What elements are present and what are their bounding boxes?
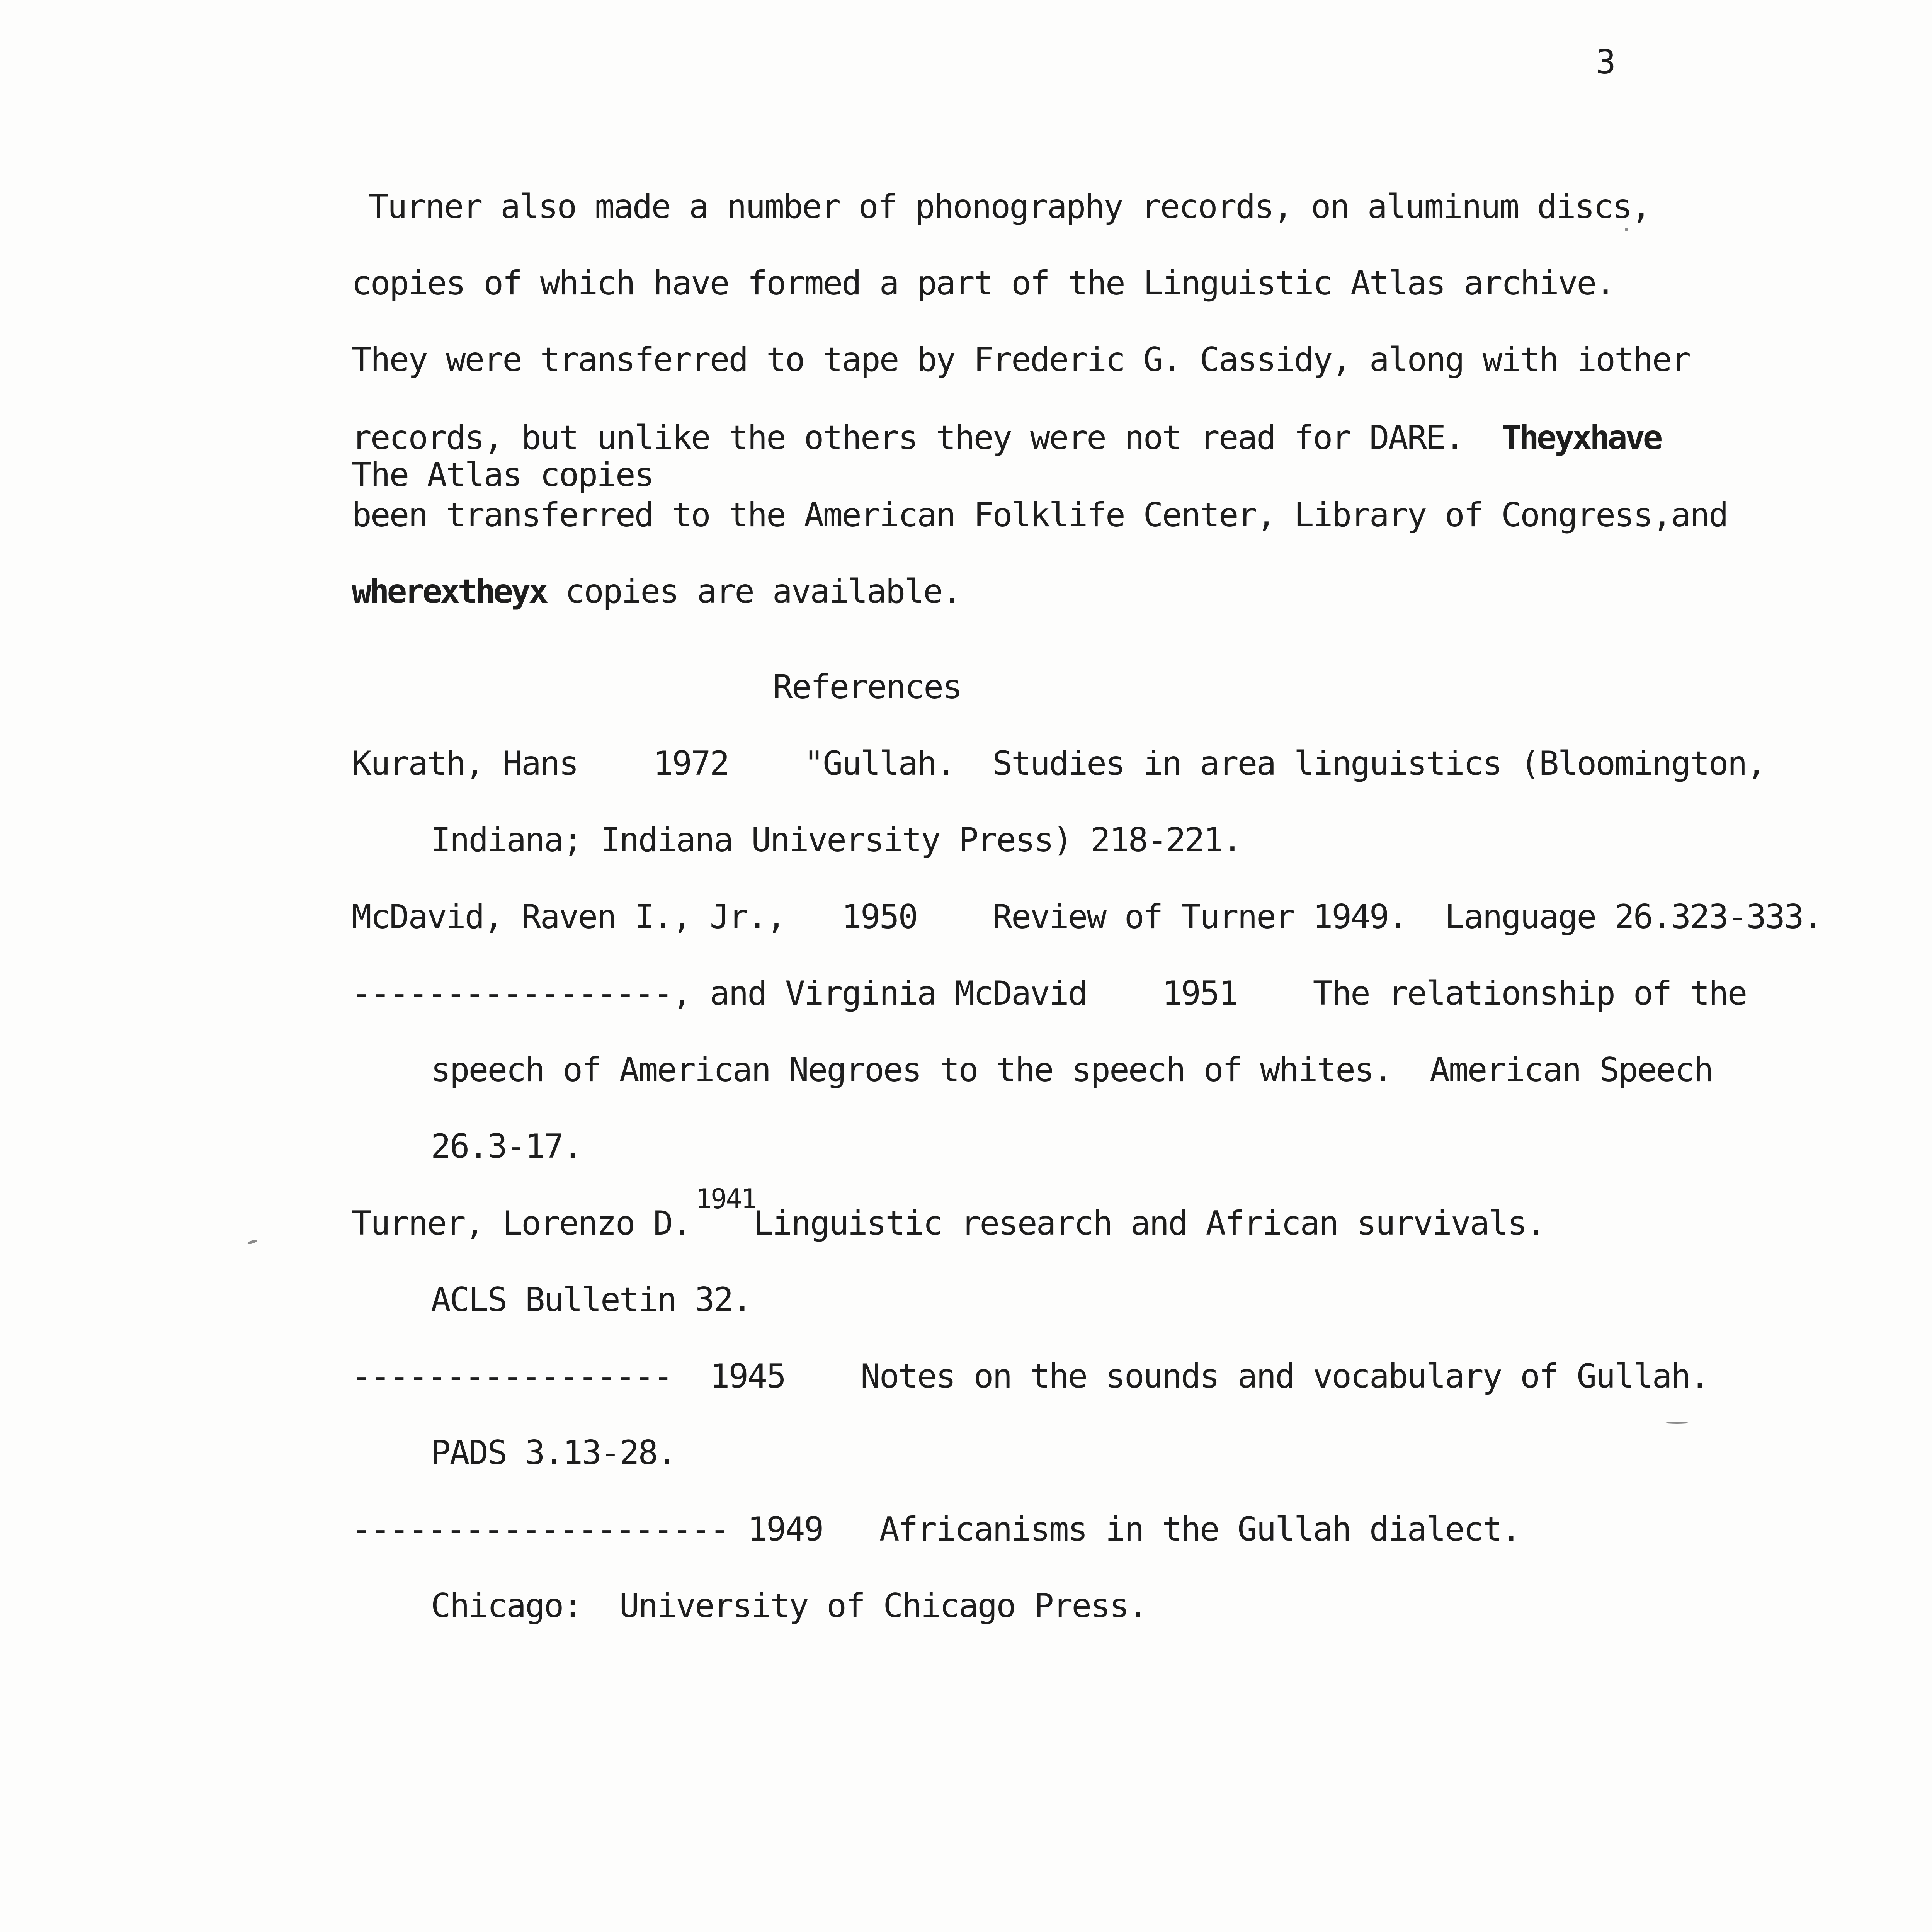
page-number: 3 [1596,43,1616,82]
body-line-2: copies of which have formed a part of the Linguistic Atlas archive. [352,264,1615,303]
body-line-1: Turner also made a number of phonography records, on aluminum discs, [350,187,1650,226]
body-line-6-text: copies are available. [546,572,961,611]
reference-turner-1945-line-1: ----------------- 1945 Notes on the sounds and vocabulary of Gullah. [352,1357,1709,1396]
reference-kurath-line-2: Indiana; Indiana University Press) 218-221. [431,821,1242,859]
body-line-4 [352,418,1661,457]
reference-mcdavid-1951-line-1: -----------------, and Virginia McDavid 1951 The relationship of the [352,974,1747,1013]
reference-turner-1941-line-2: ACLS Bulletin 32. [431,1281,752,1319]
reference-turner-1941-title: Linguistic research and African survivals. [753,1204,1545,1243]
reference-turner-1949-line-2: Chicago: University of Chicago Press. [431,1587,1147,1625]
body-line-5: been transferred to the American Folklife Center, Library of Congress,and [352,496,1728,534]
scan-speck [1665,1422,1689,1424]
reference-turner-1949-line-1: -------------------- 1949 Africanisms in the Gullah dialect. [352,1510,1520,1549]
reference-turner-1941-author: Turner, Lorenzo D. [352,1204,710,1243]
body-line-6 [352,572,961,611]
scan-speck [247,1239,257,1245]
reference-turner-1945-line-2: PADS 3.13-28. [431,1434,676,1472]
struck-text-2: wherextheyx [352,572,546,611]
reference-turner-1941-year: 1941 [696,1183,756,1215]
reference-mcdavid-1950: McDavid, Raven I., Jr., 1950 Review of Turner 1949. Language 26.323-333. [352,898,1822,936]
references-heading: References [773,668,961,706]
body-line-4-text: records, but unlike the others they were not read for DARE. [352,418,1502,457]
reference-kurath-line-1: Kurath, Hans 1972 "Gullah. Studies in area linguistics (Bloomington, [352,744,1765,783]
insertion-above-line: The Atlas copies [352,456,653,494]
reference-mcdavid-1951-line-2: speech of American Negroes to the speech of whites. American Speech [431,1051,1713,1089]
body-line-3: They were transferred to tape by Frederic G. Cassidy, along with iother [352,340,1690,379]
reference-mcdavid-1951-line-3: 26.3-17. [431,1127,582,1166]
struck-text-1: Theyxhave [1501,418,1661,457]
scan-speck [1625,228,1628,231]
